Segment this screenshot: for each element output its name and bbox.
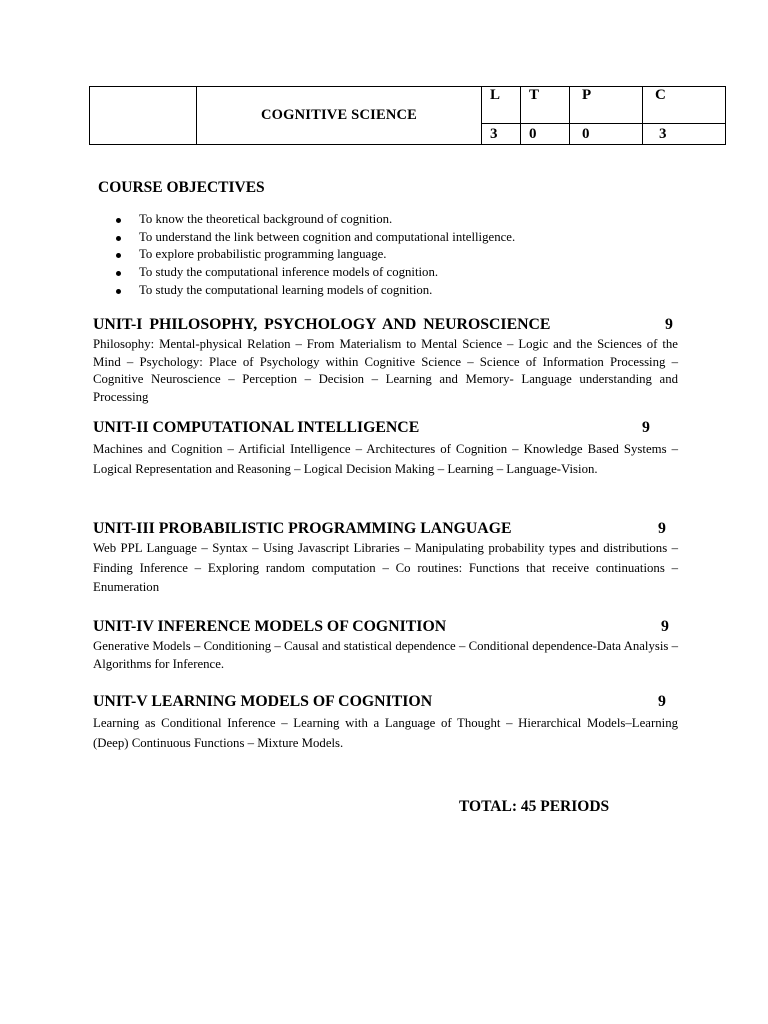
unit-content: Philosophy: Mental-physical Relation – From Materialism to Mental Science – Logic and the Sciences of the Mind – Psychology: Place of Psychology within Cognitive Science – Science of Information Processing –Cognitive Neuroscience – Perception – Decision – Learning and Memory- Language understanding and Processing bbox=[93, 337, 678, 404]
ltpc-label-t: T bbox=[521, 87, 570, 124]
unit-title-text: UNIT-III PROBABILISTIC PROGRAMMING LANGUAGE bbox=[93, 520, 512, 537]
unit-5 bbox=[93, 692, 678, 753]
objective-item: To study the computational inference models of cognition. bbox=[110, 264, 515, 282]
unit-hours: 9 bbox=[658, 693, 666, 710]
unit-2 bbox=[93, 418, 678, 479]
unit-4 bbox=[93, 617, 678, 673]
course-code-cell bbox=[90, 87, 197, 145]
unit-3 bbox=[93, 519, 678, 598]
unit-title-text: UNIT-V LEARNING MODELS OF COGNITION bbox=[93, 693, 433, 710]
unit-content: Generative Models – Conditioning – Causal and statistical dependence – Conditional dependence-Data Analysis – Algorithms for Inference. bbox=[93, 639, 678, 671]
unit-title-text: UNIT-II COMPUTATIONAL INTELLIGENCE bbox=[93, 419, 420, 436]
ltpc-value-t: 0 bbox=[521, 124, 570, 145]
unit-content: Machines and Cognition – Artificial Intelligence – Architectures of Cognition – Knowledge Based Systems – Logical Representation and Reasoning – Logical Decision Making – Learning – Language-Vision. bbox=[93, 442, 678, 476]
unit-hours: 9 bbox=[642, 419, 650, 436]
unit-title bbox=[93, 692, 678, 712]
unit-content: Web PPL Language – Syntax – Using Javascript Libraries – Manipulating probability types and distributions – Finding Inference – Exploring random computation – Co routines: Functions that receive continuations –Enumeration bbox=[93, 541, 678, 594]
objective-item: To explore probabilistic programming language. bbox=[110, 246, 515, 264]
course-header-table bbox=[89, 86, 726, 145]
objective-item: To understand the link between cognition and computational intelligence. bbox=[110, 229, 515, 247]
unit-title bbox=[93, 315, 678, 335]
total-periods: TOTAL: 45 PERIODS bbox=[459, 798, 610, 815]
ltpc-label-p: P bbox=[570, 87, 643, 124]
ltpc-value-p: 0 bbox=[570, 124, 643, 145]
objectives-list bbox=[110, 211, 515, 300]
objective-item: To know the theoretical background of cognition. bbox=[110, 211, 515, 229]
unit-title bbox=[93, 519, 678, 539]
unit-title bbox=[93, 418, 678, 438]
unit-hours: 9 bbox=[661, 618, 669, 635]
objectives-heading: COURSE OBJECTIVES bbox=[98, 179, 265, 196]
ltpc-label-l: L bbox=[482, 87, 521, 124]
unit-title-text: UNIT-I PHILOSOPHY, PSYCHOLOGY AND NEUROSCIENCE bbox=[93, 316, 551, 333]
unit-title-text: UNIT-IV INFERENCE MODELS OF COGNITION bbox=[93, 618, 447, 635]
unit-title bbox=[93, 617, 678, 637]
unit-content: Learning as Conditional Inference – Learning with a Language of Thought – Hierarchical Models–Learning (Deep) Continuous Functions – Mixture Models. bbox=[93, 716, 678, 750]
objective-item: To study the computational learning models of cognition. bbox=[110, 282, 515, 300]
course-title: COGNITIVE SCIENCE bbox=[197, 87, 482, 145]
ltpc-value-c: 3 bbox=[643, 124, 726, 145]
unit-1 bbox=[93, 315, 678, 406]
unit-hours: 9 bbox=[665, 316, 673, 333]
unit-hours: 9 bbox=[658, 520, 666, 537]
ltpc-label-c: C bbox=[643, 87, 726, 124]
ltpc-value-l: 3 bbox=[482, 124, 521, 145]
